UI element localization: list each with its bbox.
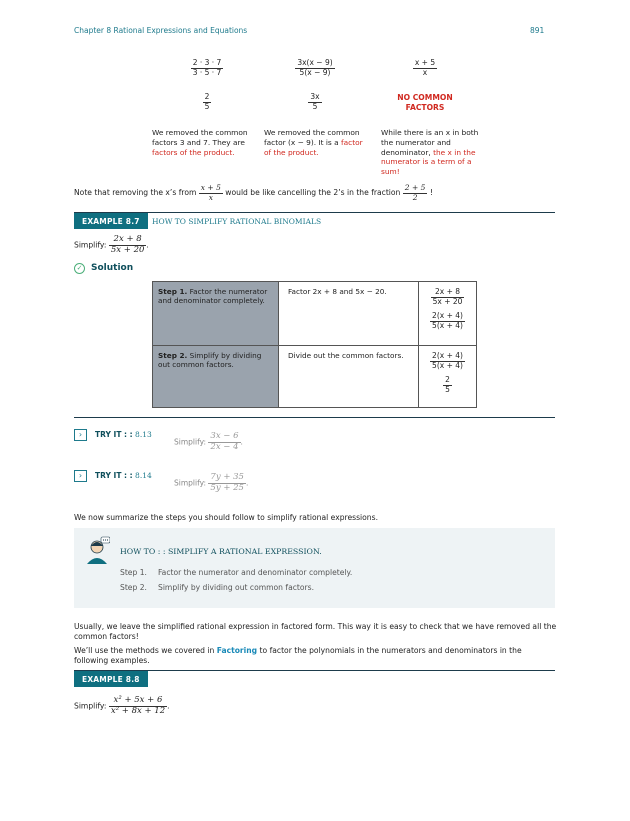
step1-action: Factor 2x + 8 and 5x − 20. — [279, 282, 419, 346]
steps-table — [152, 281, 477, 408]
example-8-8-header — [74, 670, 555, 687]
example-8-8-label: EXAMPLE 8.8 — [74, 671, 148, 687]
try-it-8-13: › TRY IT : : 8.13 — [74, 429, 152, 441]
howto-box — [74, 528, 555, 608]
table-row — [153, 346, 477, 408]
step1-cell: Step 1. Factor the numerator and denominator completely. — [153, 282, 279, 346]
person-icon — [84, 536, 110, 566]
intro-col3-num: x + 5 — [414, 58, 436, 68]
intro-col1-desc: We removed the common factors 3 and 7. They are factors of the product. — [152, 128, 248, 157]
intro-col2-desc: We removed the common factor (x − 9). It is a factor of the product. — [264, 128, 363, 157]
step2-action: Divide out the common factors. — [279, 346, 419, 408]
example-8-7-title: HOW TO SIMPLIFY RATIONAL BINOMIALS — [152, 217, 322, 226]
chevron-right-icon[interactable]: › — [74, 429, 87, 441]
try-it-8-14-problem: Simplify: $\frac{7y + 35}{5y + 25}$ . — [174, 472, 249, 493]
howto-step-2: Step 2. Simplify by dividing out common factors. — [120, 583, 315, 592]
intro-col1-result: $\frac{2}{5}$ — [204, 92, 210, 111]
intro-col3-desc: While there is an x in both the numerator and denominator, the x in the numerator is a term of a sum! — [381, 128, 479, 177]
note-fraction-1: $\frac{x + 5}{x}$ — [200, 183, 221, 202]
example-8-7-header — [74, 212, 555, 229]
step2-cell: Step 2. Simplify by dividing out common factors. — [153, 346, 279, 408]
no-common-factors: NO COMMON FACTORS — [397, 93, 453, 112]
example-8-8-problem: Simplify: $\frac{\text{x² + 5x + 6}}{\text{x² + 8x + 12}}$ . — [74, 695, 170, 716]
howto-step-1: Step 1. Factor the numerator and denominator completely. — [120, 568, 353, 577]
example-8-7-label: EXAMPLE 8.7 — [74, 213, 148, 229]
intro-col3-den: x — [422, 68, 428, 77]
step1-math: $\frac{2x + 8}{5x + 20}$ $\frac{2(x + 4)}{5(x + 4)}$ — [419, 282, 477, 346]
howto-title: HOW TO : : SIMPLIFY A RATIONAL EXPRESSION. — [120, 547, 322, 556]
section-divider — [74, 417, 555, 418]
intro-col2-num: 3x(x − 9) — [297, 58, 333, 68]
try-it-8-13-problem: Simplify: $\frac{3x - 6}{2x - 4}$ . — [174, 431, 243, 452]
try-it-8-14: › TRY IT : : 8.14 — [74, 470, 152, 482]
intro-col1-fraction — [152, 58, 262, 78]
table-row — [153, 282, 477, 346]
intro-col1-den: 3 · 5 · 7 — [192, 68, 222, 77]
solution-heading: ✓ Solution — [74, 263, 133, 274]
intro-col2-result: $\frac{3x}{5}$ — [310, 92, 320, 111]
chapter-header: Chapter 8 Rational Expressions and Equations — [74, 26, 248, 35]
intro-col3-fraction — [380, 58, 470, 78]
factoring-link[interactable]: Factoring — [216, 646, 258, 655]
example-8-7-problem: Simplify: $\frac{2x + 8}{5x + 20}$ . — [74, 234, 149, 255]
page-number: 891 — [530, 26, 545, 35]
intro-col2-fraction — [265, 58, 365, 78]
step2-math: $\frac{2(x + 4)}{5(x + 4)}$ $\frac{2}{5}$ — [419, 346, 477, 408]
note-fraction-2: $\frac{2 + 5}{2}$ — [404, 183, 426, 202]
note-line: Note that removing the x’s from $\frac{x + 5}{x}$ would be like cancelling the 2’s in the fraction $\frac{2 + 5}{2}$ ! — [74, 183, 433, 202]
intro-col2-den: 5(x − 9) — [299, 68, 331, 77]
check-circle-icon: ✓ — [74, 263, 85, 274]
intro-col1-num: 2 · 3 · 7 — [192, 58, 222, 68]
chevron-right-icon[interactable]: › — [74, 470, 87, 482]
paragraph-factoring-methods: We’ll use the methods we covered in Factoring to factor the polynomials in the numerators and denominators in the following examples. — [74, 646, 522, 666]
summary-line: We now summarize the steps you should follow to simplify rational expressions. — [74, 513, 378, 522]
paragraph-factored-form: Usually, we leave the simplified rational expression in factored form. This way it is easy to check that we have removed all the common factors! — [74, 622, 557, 642]
